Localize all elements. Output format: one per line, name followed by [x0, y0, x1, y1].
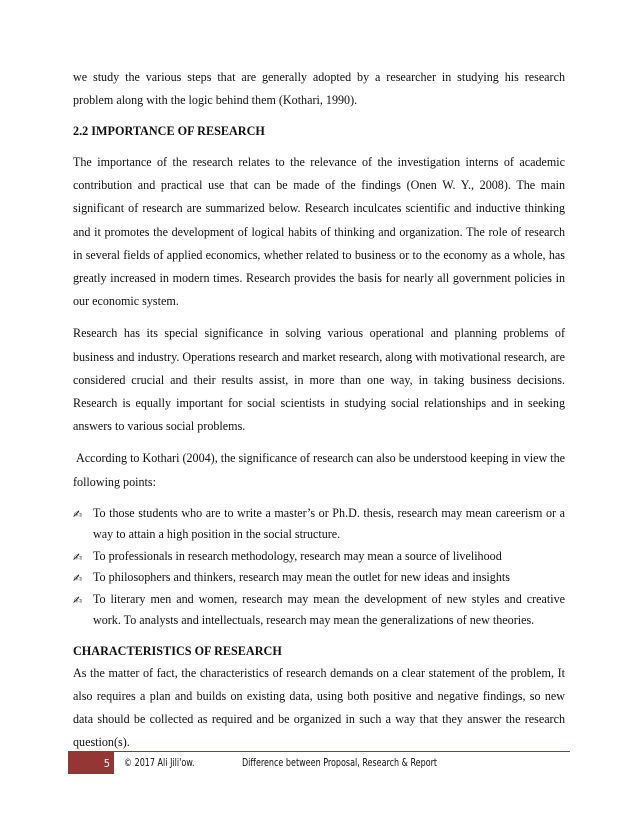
significance-bullet-list — [73, 503, 565, 632]
writing-hand-icon: ✍ — [73, 593, 83, 607]
list-item: ✍ To philosophers and thinkers, research may mean the outlet for new ideas and insights — [73, 570, 510, 586]
page-footer — [68, 752, 570, 774]
footer-document-title: Difference between Proposal, Research & Report — [242, 757, 438, 769]
writing-hand-icon: ✍ — [73, 507, 83, 521]
intro-paragraph: we study the various steps that are generally adopted by a researcher in studying his research problem along with the logic behind them (Kothari, 1990). — [73, 70, 565, 107]
importance-paragraph: The importance of the research relates to the relevance of the investigation interns of academic contribution and practical use that can be made of the findings (Onen W. Y., 2008). The main significant of research are summarized below. Research inculcates scientific and inductive thinking and it promotes the development of logical habits of thinking and organization. The role of research in several fields of applied economics, whether related to business or to the economy as a whole, has greatly increased in modern times. Research provides the basis for nearly all government policies in our economic system. — [73, 155, 565, 309]
list-item: ✍ To literary men and women, research may mean the development of new styles and creative work. To analysts and intellectuals, research may mean the generalizations of new theories. — [73, 591, 565, 628]
list-item: ✍ To professionals in research methodology, research may mean a source of livelihood — [73, 548, 502, 564]
significance-paragraph: Research has its special significance in solving various operational and planning problems of business and industry. Operations research and market research, along with motivational research, are considered crucial and their results assist, in more than one way, in taking business decisions. Research is equally important for social scientists in studying social relationships and in seeking answers to various social problems. — [73, 326, 565, 434]
kothari-paragraph: According to Kothari (2004), the significance of research can also be understood keeping in view the following points: — [73, 451, 565, 489]
list-item: ✍ To those students who are to write a master’s or Ph.D. thesis, research may mean careerism or a way to attain a high position in the social structure. — [73, 505, 565, 542]
document-page — [73, 66, 565, 755]
writing-hand-icon: ✍ — [73, 550, 83, 564]
page-number: 5 — [68, 752, 114, 774]
characteristics-paragraph: As the matter of fact, the characteristics of research demands on a clear statement of the problem, It also requires a plan and builds on existing data, using both positive and negative findings, so new data should be collected as required and be organized in such a way that they answer the research question(s). — [73, 665, 565, 750]
section-heading-importance: 2.2 IMPORTANCE OF RESEARCH — [73, 124, 265, 138]
footer-copyright: © 2017 Ali Jili'ow. — [124, 757, 195, 769]
section-heading-characteristics: CHARACTERISTICS OF RESEARCH — [73, 643, 282, 658]
writing-hand-icon: ✍ — [73, 572, 83, 586]
